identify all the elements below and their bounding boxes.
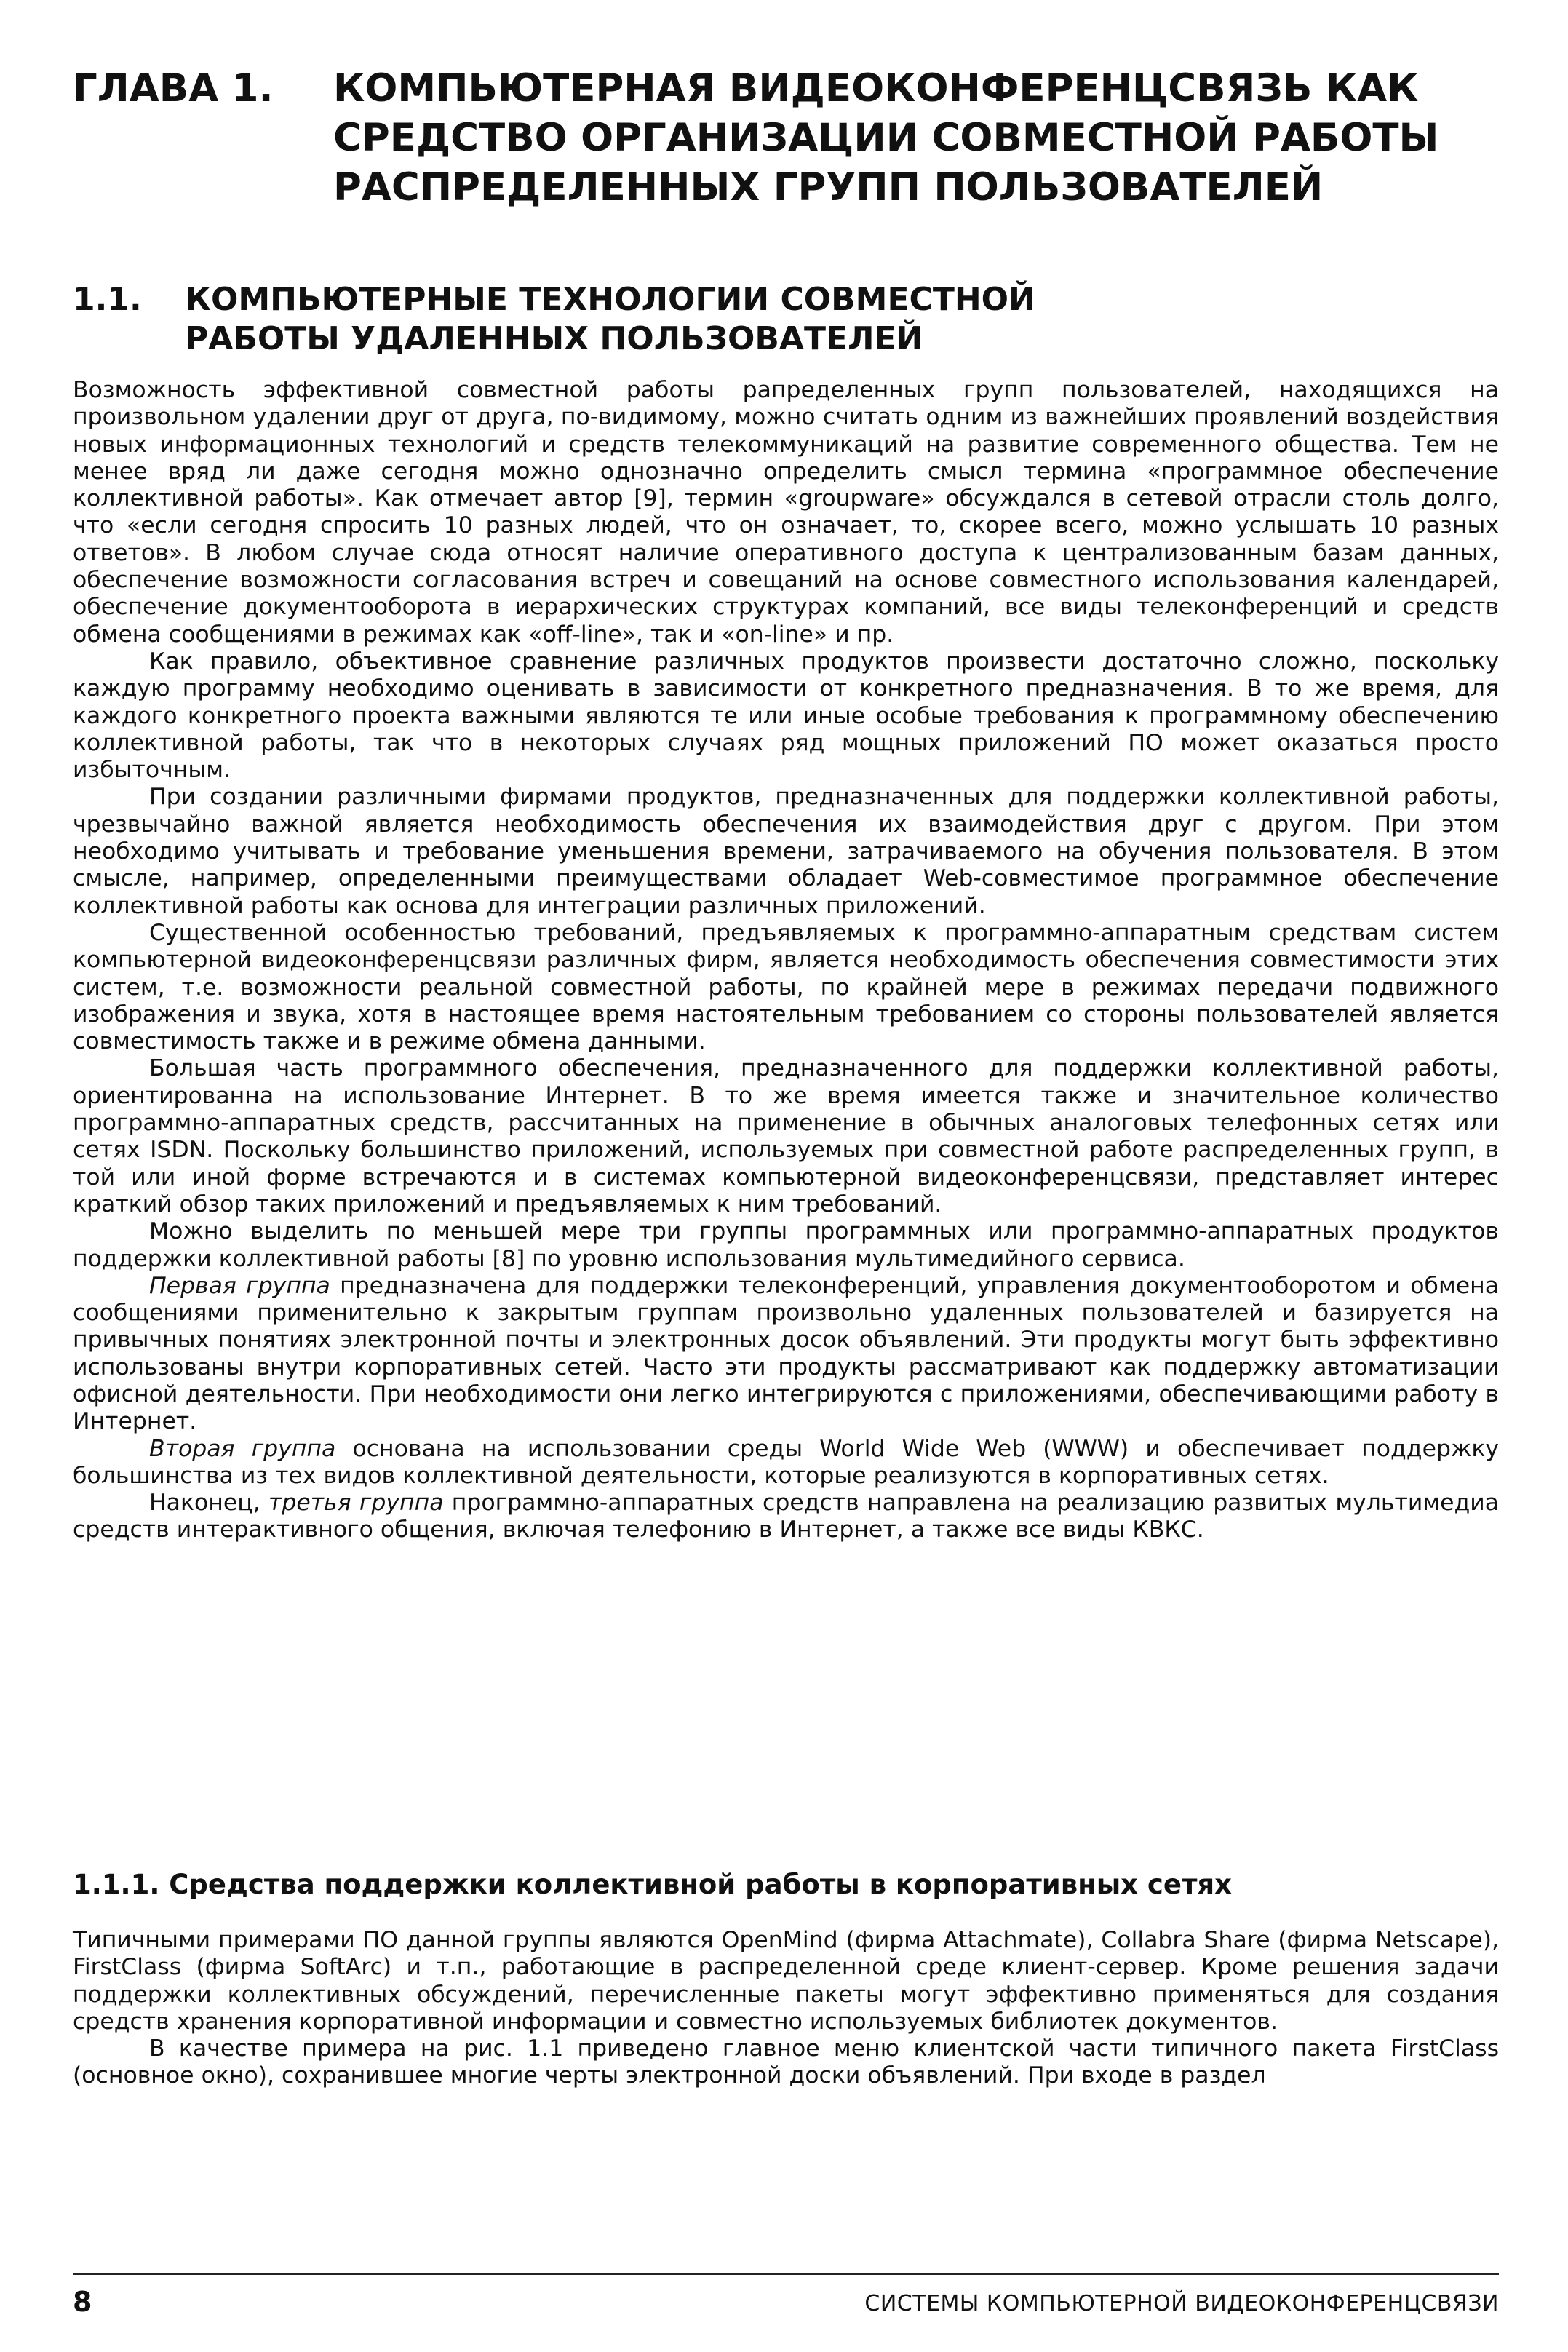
- group-text: программно-аппаратных средств направлена на реализацию развитых мультимедиа средств интерактивного общения, включая телефонию в Интернет, а также все виды КВКС.: [73, 1490, 1500, 1544]
- section-body: [73, 377, 1499, 1544]
- section-number: 1.1.: [73, 281, 142, 318]
- paragraph: В качестве примера на рис. 1.1 приведено главное меню клиентской части типичного пакета FirstClass (основное окно), сохранившее многие черты электронной доски объявлений. При входе в раздел: [73, 2035, 1499, 2089]
- paragraph: Как правило, объективное сравнение различных продуктов произвести достаточно сложно, поскольку каждую программу необходимо оценивать в зависимости от конкретного предназначения. В то же время, для каждого конкретного проекта важными являются те или иные особые требования к программному обеспечению коллективной работы, так что в некоторых случаях ряд мощных приложений ПО может оказаться просто избыточным.: [73, 648, 1499, 784]
- paragraph: Существенной особенностью требований, предъявляемых к программно-аппаратным средствам систем компьютерной видеоконференцсвязи различных фирм, является необходимость обеспечения совместимости этих систем, т.е. возможности реальной совместной работы, по крайней мере в режимах передачи подвижного изображения и звука, хотя в настоящее время настоятельным требованием со стороны пользователей является совместимость также и в режиме обмена данными.: [73, 919, 1499, 1055]
- group-paragraph-third: [73, 1490, 1499, 1544]
- footer-divider: [73, 2273, 1499, 2275]
- chapter-title: КОМПЬЮТЕРНАЯ ВИДЕОКОНФЕРЕНЦСВЯЗЬ КАК СРЕДСТВО ОРГАНИЗАЦИИ СОВМЕСТНОЙ РАБОТЫ РАСПРЕДЕЛЕННЫХ ГРУПП ПОЛЬЗОВАТЕЛЕЙ: [333, 66, 1439, 210]
- paragraph: Типичными примерами ПО данной группы являются OpenMind (фирма Attachmate), Collabra Share (фирма Netscape), FirstClass (фирма SoftArc) и т.п., работающие в распределенной среде клиент-сервер. Кроме решения задачи поддержки коллективных обсуждений, перечисленные пакеты могут эффективно применяться для создания средств хранения корпоративной информации и совместно используемых библиотек документов.: [73, 1927, 1499, 2035]
- group-paragraph-first: [73, 1273, 1499, 1436]
- group-lead: Вторая группа: [149, 1435, 336, 1462]
- running-title: СИСТЕМЫ КОМПЬЮТЕРНОЙ ВИДЕОКОНФЕРЕНЦСВЯЗИ: [864, 2291, 1499, 2316]
- group-text: предназначена для поддержки телеконференций, управления документооборотом и обмена сообщениями применительно к закрытым группам произвольно удаленных пользователей и базируется на привычных понятиях электронной почты и электронных досок объявлений. Эти продукты могут быть эффективно использованы внутри корпоративных сетей. Часто эти продукты рассматривают как поддержку автоматизации офисной деятельности. При необходимости они легко интегрируются с приложениями, обеспечивающими работу в Интернет.: [73, 1272, 1499, 1435]
- paragraph: При создании различными фирмами продуктов, предназначенных для поддержки коллективной работы, чрезвычайно важной является необходимость обеспечения их взаимодействия друг с другом. При этом необходимо учитывать и требование уменьшения времени, затрачиваемого на обучения пользователя. В этом смысле, например, определенными преимуществами обладает Web-совместимое программное обеспечение коллективной работы как основа для интеграции различных приложений.: [73, 784, 1499, 919]
- page-number: 8: [73, 2286, 92, 2318]
- paragraph: Возможность эффективной совместной работы рапределенных групп пользователей, находящихся на произвольном удалении друг от друга, по-видимому, можно считать одним из важнейших проявлений воздействия новых информационных технологий и средств телекоммуникаций на развитие современного общества. Тем не менее вряд ли даже сегодня можно однозначно определить смысл термина «программное обеспечение коллективной работы». Как отмечает автор [9], термин «groupware» обсуждался в сетевой отрасли столь долго, что «если сегодня спросить 10 разных людей, что он означает, то, скорее всего, можно услышать 10 разных ответов». В любом случае сюда относят наличие оперативного доступа к централизованным базам данных, обеспечение возможности согласования встреч и совещаний на основе совместного использования календарей, обеспечение документооборота в иерархических структурах компаний, все виды телеконференций и средств обмена сообщениями в режимах как «off-line», так и «on-line» и пр.: [73, 377, 1499, 648]
- group-text: основана на использовании среды World Wide Web (WWW) и обеспечивает поддержку большинства из тех видов коллективной деятельности, которые реализуются в корпоративных сетях.: [73, 1435, 1500, 1489]
- group-paragraph-second: [73, 1436, 1499, 1490]
- paragraph: Можно выделить по меньшей мере три группы программных или программно-аппаратных продуктов поддержки коллективной работы [8] по уровню использования мультимедийного сервиса.: [73, 1218, 1499, 1272]
- paragraph: Большая часть программного обеспечения, предназначенного для поддержки коллективной работы, ориентированна на использование Интернет. В то же время имеется также и значительное количество программно-аппаратных средств, рассчитанных на применение в обычных аналоговых телефонных сетях или сетях ISDN. Поскольку большинство приложений, используемых при совместной работе распределенных групп, в той или иной форме встречаются и в системах компьютерной видеоконференцсвязи, представляет интерес краткий обзор таких приложений и предъявляемых к ним требований.: [73, 1055, 1499, 1217]
- group-prefix: Наконец,: [149, 1490, 268, 1517]
- group-lead: Первая группа: [149, 1272, 330, 1299]
- subsection-title: 1.1.1. Средства поддержки коллективной работы в корпоративных сетях: [73, 1869, 1233, 1900]
- group-lead: третья группа: [268, 1490, 444, 1517]
- subsection-body: [73, 1927, 1499, 2090]
- section-title: КОМПЬЮТЕРНЫЕ ТЕХНОЛОГИИ СОВМЕСТНОЙ РАБОТЫ УДАЛЕННЫХ ПОЛЬЗОВАТЕЛЕЙ: [185, 281, 1035, 357]
- chapter-number: ГЛАВА 1.: [73, 66, 274, 111]
